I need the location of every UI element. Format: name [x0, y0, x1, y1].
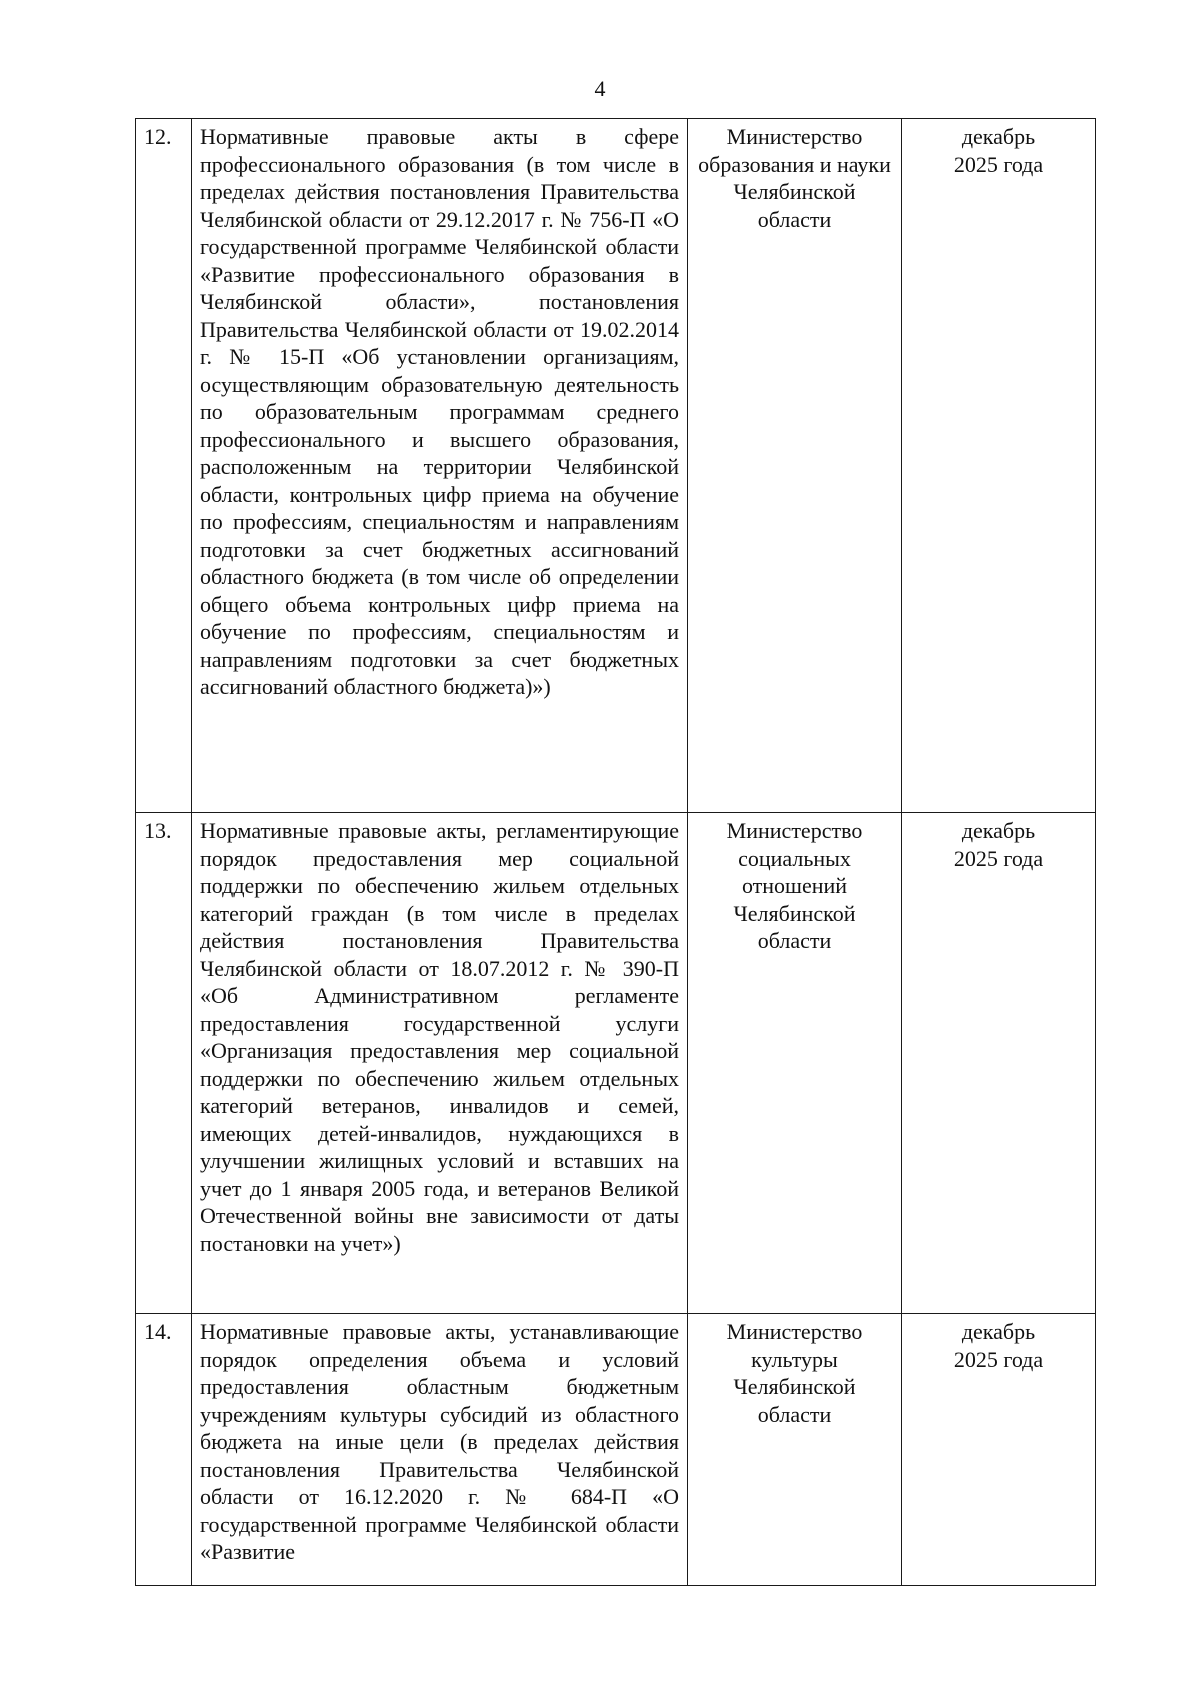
act-description: Нормативные правовые акты, регламентирующие порядок предоставления мер социальной поддержки по обеспечению жильем отдельных категорий граждан (в том числе в пределах действия постановления Правительства Челябинской области от 18.07.2012 г. № 390-П «Об Административном регламенте предоставления государственной услуги «Организация предоставления мер социальной поддержки по обеспечению жильем отдельных категорий ветеранов, инвалидов и семей, имеющих детей-инвалидов, нуждающихся в улучшении жилищных условий и вставших на учет до 1 января 2005 года, и ветеранов Великой Отечественной войны вне зависимости от даты постановки на учет»)	[192, 813, 688, 1314]
deadline-month: декабрь	[961, 1319, 1036, 1344]
act-description: Нормативные правовые акты, устанавливающие порядок определения объема и условий предоставления областным бюджетным учреждениям культуры субсидий из областного бюджета на иные цели (в пределах действия постановления Правительства Челябинской области от 16.12.2020 г. № 684-П «О государственной программе Челябинской области «Развитие	[192, 1314, 688, 1586]
table-row	[136, 119, 1096, 813]
deadline	[902, 813, 1096, 1314]
row-number: 12.	[136, 119, 192, 813]
responsible-organization: Министерство культуры Челябинской области	[688, 1314, 902, 1586]
deadline-year: 2025 года	[953, 1346, 1044, 1372]
responsible-organization: Министерство социальных отношений Челябинской области	[688, 813, 902, 1314]
deadline	[902, 1314, 1096, 1586]
table-row	[136, 813, 1096, 1314]
deadline-month: декабрь	[961, 124, 1036, 149]
table-row	[136, 1314, 1096, 1586]
deadline	[902, 119, 1096, 813]
deadline-year: 2025 года	[953, 845, 1044, 871]
act-description: Нормативные правовые акты в сфере профессионального образования (в том числе в пределах действия постановления Правительства Челябинской области от 29.12.2017 г. № 756-П «О государственной программе Челябинской области «Развитие профессионального образования в Челябинской области», постановления Правительства Челябинской области от 19.02.2014 г. № 15-П «Об установлении организациям, осуществляющим образовательную деятельность по образовательным программам среднего профессионального и высшего образования, расположенным на территории Челябинской области, контрольных цифр приема на обучение по профессиям, специальностям и направлениям подготовки за счет бюджетных ассигнований областного бюджета (в том числе об определении общего объема контрольных цифр приема на обучение по профессиям, специальностям и направлениям подготовки за счет бюджетных ассигнований областного бюджета)»)	[192, 119, 688, 813]
row-number: 13.	[136, 813, 192, 1314]
acts-table	[135, 118, 1096, 1586]
deadline-month: декабрь	[961, 818, 1036, 843]
row-number: 14.	[136, 1314, 192, 1586]
page-number: 4	[594, 76, 606, 101]
deadline-year: 2025 года	[953, 151, 1044, 177]
responsible-organization: Министерство образования и науки Челябинской области	[688, 119, 902, 813]
